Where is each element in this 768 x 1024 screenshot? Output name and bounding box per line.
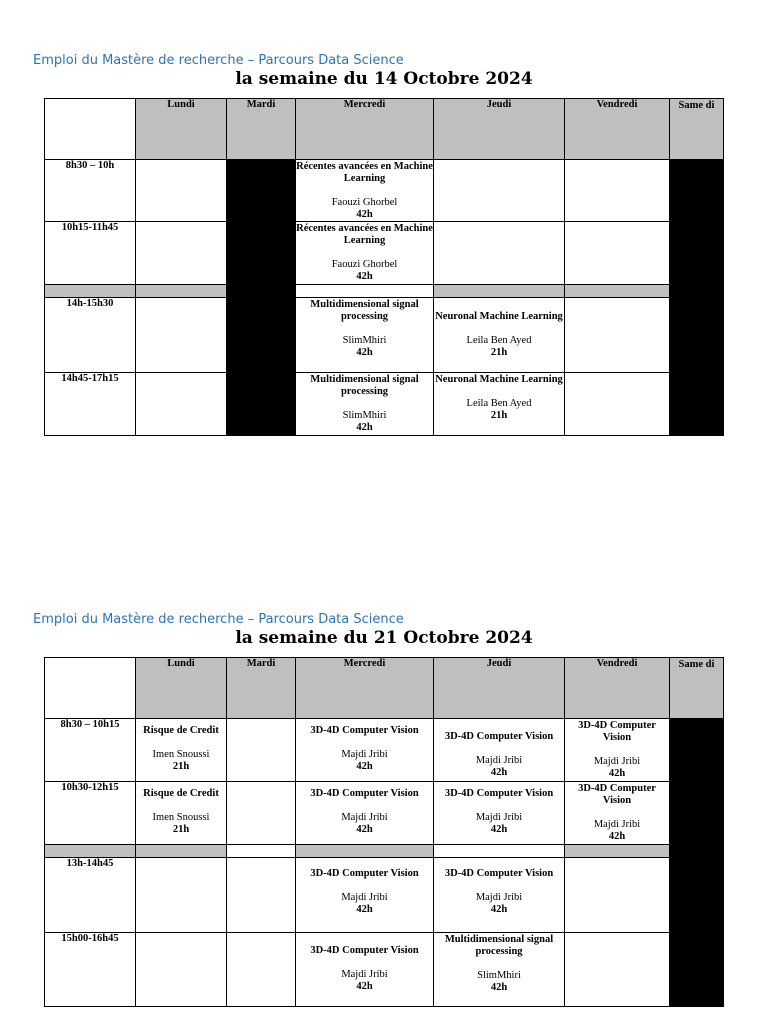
break-cell (45, 285, 136, 298)
lunch-break-row (45, 285, 724, 298)
teacher-name: Leila Ben Ayed (466, 398, 532, 409)
empty-cell (136, 222, 227, 285)
break-cell (434, 285, 565, 298)
teacher-name: Majdi Jribi (475, 755, 523, 766)
schedule-table (44, 657, 724, 1007)
schedule-subtitle: Emploi du Mastère de recherche – Parcours Data Science (33, 612, 404, 627)
break-cell (296, 845, 434, 858)
course-name: 3D-4D Computer Vision (444, 731, 554, 742)
teacher-name: Imen Snoussi (152, 749, 210, 760)
teacher-name: Leila Ben Ayed (466, 335, 532, 346)
blocked-cell (670, 858, 724, 933)
blocked-cell (670, 373, 724, 436)
empty-cell (434, 222, 565, 285)
break-cell (296, 285, 434, 298)
day-header-lundi: Lundi (136, 658, 227, 719)
course-name: 3D-4D Computer Vision (310, 945, 419, 956)
empty-cell (565, 160, 670, 222)
blocked-cell (670, 933, 724, 1007)
time-slot: 10h30-12h15 (45, 782, 136, 845)
course-name: 3D-4D Computer Vision (578, 720, 656, 743)
break-cell (136, 845, 227, 858)
course-cell (434, 373, 565, 436)
course-name: Multidimensional signal processing (444, 934, 554, 957)
blocked-cell (227, 160, 296, 222)
blocked-cell (670, 285, 724, 298)
corner-cell (45, 99, 136, 160)
course-hours: 42h (490, 904, 508, 915)
day-header-samedi: Same di (670, 658, 724, 719)
course-cell (296, 160, 434, 222)
course-hours: 42h (356, 422, 373, 433)
blocked-cell (670, 719, 724, 782)
course-cell (565, 782, 670, 845)
blocked-cell (670, 845, 724, 858)
empty-cell (565, 858, 670, 933)
lunch-break-row (45, 845, 724, 858)
break-cell (227, 845, 296, 858)
blocked-cell (670, 782, 724, 845)
empty-cell (227, 933, 296, 1007)
course-name: 3D-4D Computer Vision (444, 868, 554, 879)
empty-cell (565, 298, 670, 373)
break-cell (565, 285, 670, 298)
course-hours: 42h (356, 347, 373, 358)
course-cell (136, 782, 227, 845)
teacher-name: SlimMhiri (342, 410, 387, 421)
course-cell (434, 298, 565, 373)
empty-cell (434, 160, 565, 222)
time-slot: 15h00-16h45 (45, 933, 136, 1007)
teacher-name: Majdi Jribi (341, 812, 388, 823)
schedule-table (44, 98, 724, 436)
course-hours: 42h (608, 831, 626, 842)
break-cell (136, 285, 227, 298)
course-cell (434, 933, 565, 1007)
course-cell (434, 858, 565, 933)
empty-cell (565, 373, 670, 436)
day-header-jeudi: Jeudi (434, 99, 565, 160)
course-name: 3D-4D Computer Vision (310, 788, 419, 799)
course-cell (296, 719, 434, 782)
course-cell (434, 719, 565, 782)
course-name: Risque de Credit (143, 788, 219, 799)
empty-cell (136, 858, 227, 933)
schedule-subtitle: Emploi du Mastère de recherche – Parcours Data Science (33, 53, 404, 68)
course-hours: 42h (608, 768, 626, 779)
teacher-name: Faouzi Ghorbel (331, 259, 398, 270)
course-name: Risque de Credit (143, 725, 219, 736)
course-hours: 42h (356, 904, 373, 915)
course-cell (296, 933, 434, 1007)
empty-cell (136, 933, 227, 1007)
course-hours: 42h (356, 824, 373, 835)
course-cell (434, 782, 565, 845)
teacher-name: Majdi Jribi (341, 892, 388, 903)
course-name: 3D-4D Computer Vision (310, 868, 419, 879)
course-name: Multidimensional signal processing (310, 374, 419, 397)
course-name: 3D-4D Computer Vision (578, 783, 656, 806)
day-header-mardi: Mardi (227, 99, 296, 160)
time-slot: 8h30 – 10h15 (45, 719, 136, 782)
course-hours: 21h (490, 347, 508, 358)
day-header-samedi: Same di (670, 99, 724, 160)
course-cell (296, 858, 434, 933)
course-hours: 42h (356, 209, 373, 220)
empty-cell (227, 719, 296, 782)
course-name: Récentes avancées en Machine Learning (296, 161, 433, 184)
course-name: Récentes avancées en Machine Learning (296, 223, 433, 246)
course-hours: 21h (172, 761, 190, 772)
course-name: 3D-4D Computer Vision (310, 725, 419, 736)
course-cell (296, 782, 434, 845)
blocked-cell (670, 222, 724, 285)
course-cell (296, 222, 434, 285)
teacher-name: Faouzi Ghorbel (331, 197, 398, 208)
teacher-name: Majdi Jribi (593, 756, 641, 767)
teacher-name: Majdi Jribi (341, 749, 388, 760)
empty-cell (565, 933, 670, 1007)
blocked-cell (227, 373, 296, 436)
empty-cell (136, 373, 227, 436)
course-name: 3D-4D Computer Vision (444, 788, 554, 799)
empty-cell (227, 782, 296, 845)
course-hours: 42h (356, 981, 373, 992)
week-title: la semaine du 14 Octobre 2024 (235, 69, 533, 89)
empty-cell (227, 858, 296, 933)
course-hours: 21h (172, 824, 190, 835)
course-name: Neuronal Machine Learning (435, 311, 563, 322)
blocked-cell (227, 285, 296, 298)
course-hours: 42h (356, 271, 373, 282)
teacher-name: Imen Snoussi (152, 812, 210, 823)
course-hours: 21h (490, 410, 508, 421)
time-slot: 14h-15h30 (45, 298, 136, 373)
teacher-name: SlimMhiri (342, 335, 387, 346)
teacher-name: Majdi Jribi (475, 812, 523, 823)
day-header-jeudi: Jeudi (434, 658, 565, 719)
teacher-name: Majdi Jribi (593, 819, 641, 830)
course-cell (296, 298, 434, 373)
course-name: Neuronal Machine Learning (435, 374, 563, 385)
blocked-cell (227, 222, 296, 285)
day-header-mercredi: Mercredi (296, 658, 434, 719)
break-cell (565, 845, 670, 858)
course-hours: 42h (490, 767, 508, 778)
course-cell (565, 719, 670, 782)
course-hours: 42h (490, 824, 508, 835)
corner-cell (45, 658, 136, 719)
teacher-name: SlimMhiri (477, 970, 521, 981)
empty-cell (565, 222, 670, 285)
course-cell (136, 719, 227, 782)
empty-cell (136, 160, 227, 222)
day-header-vendredi: Vendredi (565, 658, 670, 719)
day-header-vendredi: Vendredi (565, 99, 670, 160)
teacher-name: Majdi Jribi (341, 969, 388, 980)
blocked-cell (227, 298, 296, 373)
course-hours: 42h (356, 761, 373, 772)
day-header-mercredi: Mercredi (296, 99, 434, 160)
time-slot: 8h30 – 10h (45, 160, 136, 222)
empty-cell (136, 298, 227, 373)
break-cell (45, 845, 136, 858)
course-name: Multidimensional signal processing (310, 299, 419, 322)
time-slot: 10h15-11h45 (45, 222, 136, 285)
day-header-lundi: Lundi (136, 99, 227, 160)
break-cell (434, 845, 565, 858)
time-slot: 13h-14h45 (45, 858, 136, 933)
course-cell (296, 373, 434, 436)
time-slot: 14h45-17h15 (45, 373, 136, 436)
blocked-cell (670, 160, 724, 222)
course-hours: 42h (490, 982, 508, 993)
week-title: la semaine du 21 Octobre 2024 (235, 628, 533, 648)
teacher-name: Majdi Jribi (475, 892, 523, 903)
blocked-cell (670, 298, 724, 373)
day-header-mardi: Mardi (227, 658, 296, 719)
